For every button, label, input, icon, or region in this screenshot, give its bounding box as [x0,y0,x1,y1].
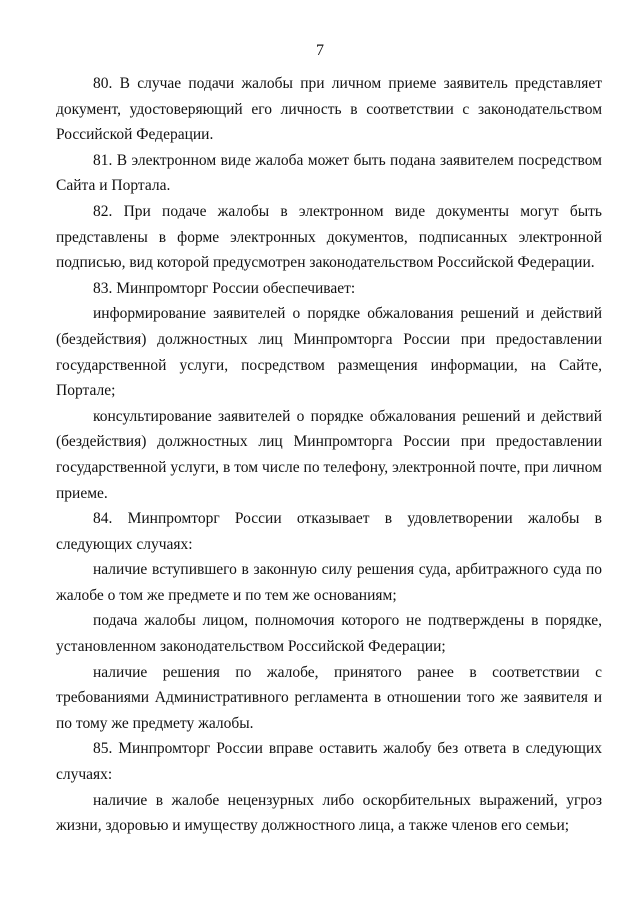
paragraph-83-item-1: информирование заявителей о порядке обжалования решений и действий (бездействия) должностных лиц Минпромторга России при предоставлении государственной услуги, посредством размещения информации, на Сайте, Портале; [56,305,602,400]
paragraph-84-item-1: наличие вступившего в законную силу решения суда, арбитражного суда по жалобе о том же предмете и по тем же основаниям; [56,561,602,604]
paragraph-84-item-3: наличие решения по жалобе, принятого ранее в соответствии с требованиями Административного регламента в отношении того же заявителя и по тому же предмету жалобы. [56,663,602,732]
paragraph-84-item-2: подача жалобы лицом, полномочия которого не подтверждены в порядке, установленном законодательством Российской Федерации; [56,612,602,656]
paragraph-82: 82. При подаче жалобы в электронном виде документы могут быть представлены в форме электронных документов, подписанных электронной подписью, вид которой предусмотрен законодательством Российской Федерации. [56,202,602,272]
document-body [56,71,602,839]
paragraph-83-item-2: консультирование заявителей о порядке обжалования решений и действий (бездействия) должностных лиц Минпромторга России при предоставлении государственной услуги, в том числе по телефону, электронной почте, при личном приеме. [56,407,602,502]
paragraph-81: 81. В электронном виде жалоба может быть подана заявителем посредством Сайта и Портала. [56,151,602,195]
paragraph-85: 85. Минпромторг России вправе оставить жалобу без ответа в следующих случаях: [56,740,602,784]
paragraph-84: 84. Минпромторг России отказывает в удовлетворении жалобы в следующих случаях: [56,510,602,553]
paragraph-83: 83. Минпромторг России обеспечивает: [93,279,356,297]
paragraph-85-item-1: наличие в жалобе нецензурных либо оскорбительных выражений, угроз жизни, здоровью и имуществу должностного лица, а также членов его семьи; [56,791,602,835]
page-number: 7 [316,42,324,59]
paragraph-80: 80. В случае подачи жалобы при личном приеме заявитель представляет документ, удостоверяющий его личность в соответствии с законодательством Российской Федерации. [56,75,602,144]
